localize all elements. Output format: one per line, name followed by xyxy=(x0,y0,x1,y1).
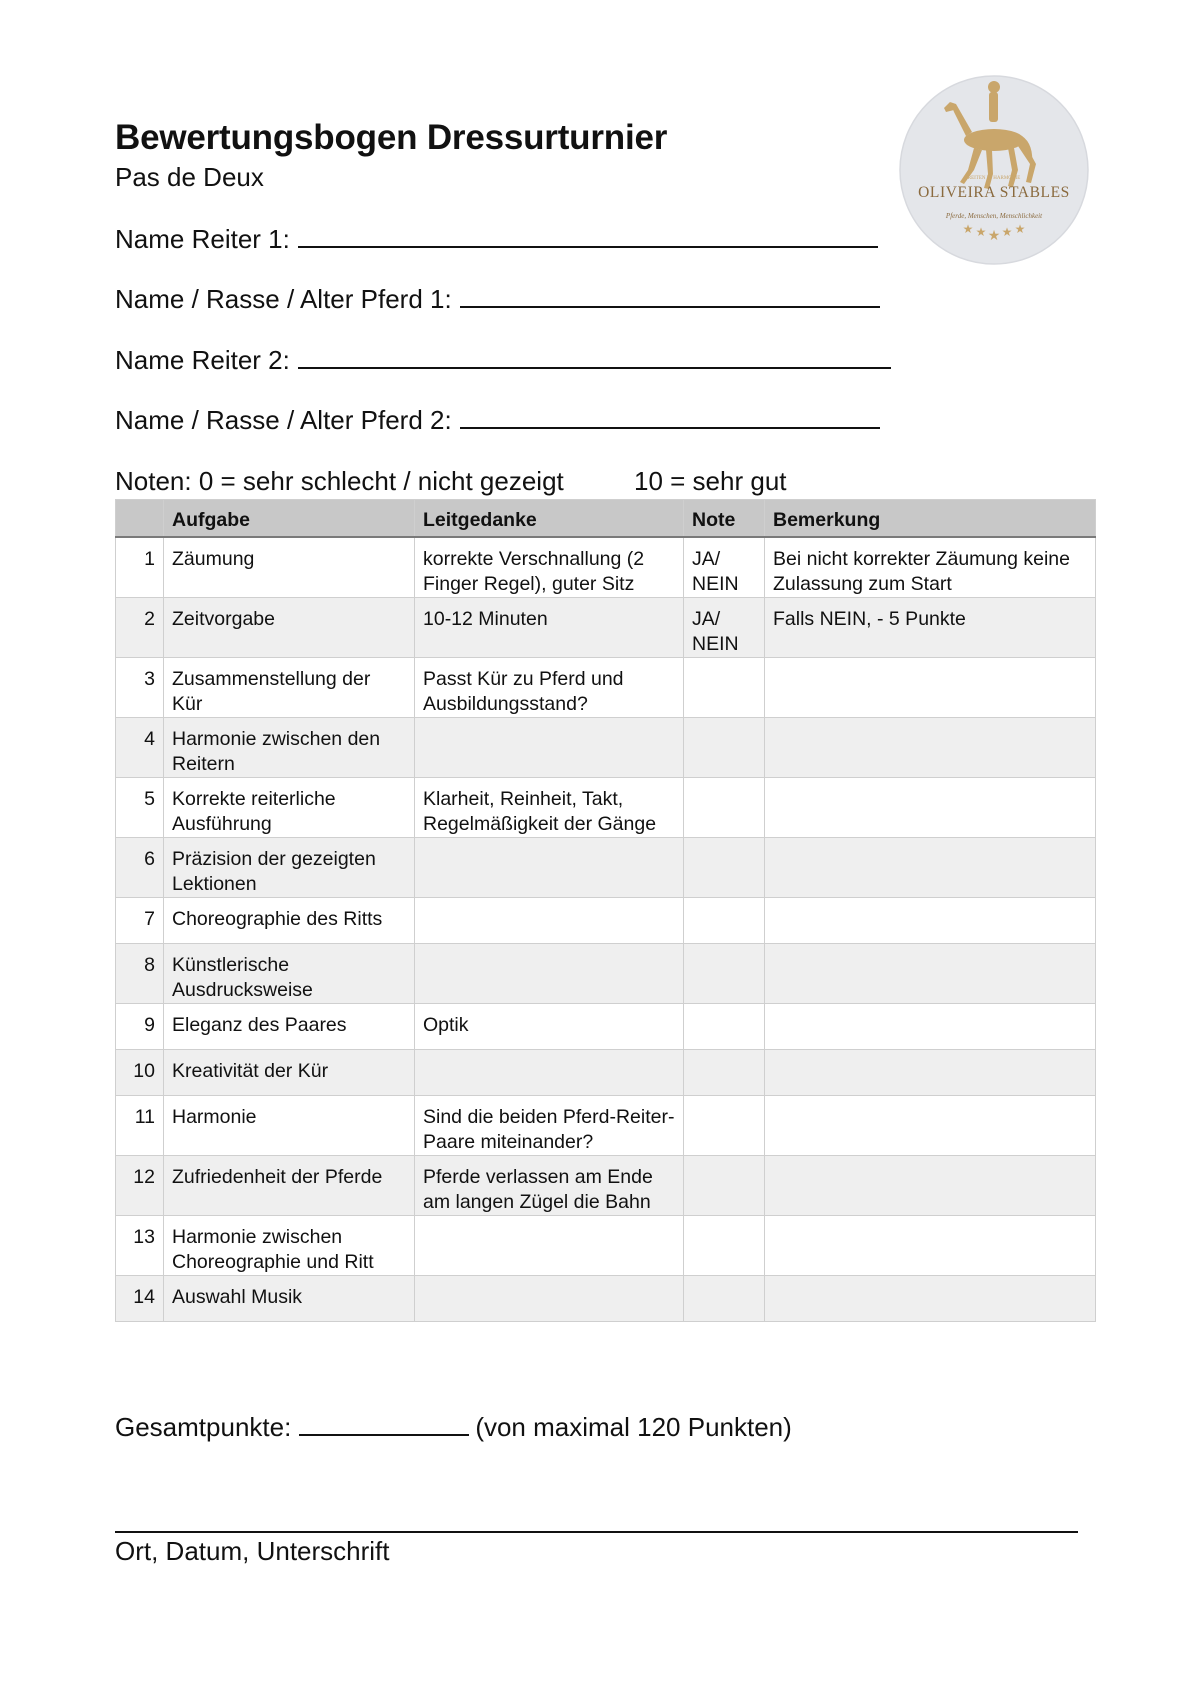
cell-note[interactable] xyxy=(684,837,765,897)
signature-label: Ort, Datum, Unterschrift xyxy=(115,1536,390,1566)
cell-leitgedanke: Sind die beiden Pferd-Reiter-Paare miteinander? xyxy=(415,1095,684,1155)
cell-num: 11 xyxy=(116,1095,164,1155)
cell-note[interactable] xyxy=(684,1215,765,1275)
logo-top-text: REITEN IN HARMONIE xyxy=(967,176,1021,181)
cell-num: 7 xyxy=(116,897,164,943)
cell-num: 6 xyxy=(116,837,164,897)
cell-aufgabe: Kreativität der Kür xyxy=(164,1049,415,1095)
table-row xyxy=(116,897,1096,943)
cell-num: 9 xyxy=(116,1003,164,1049)
cell-aufgabe: Zeitvorgabe xyxy=(164,597,415,657)
cell-leitgedanke xyxy=(415,1275,684,1321)
cell-aufgabe: Harmonie xyxy=(164,1095,415,1155)
table-row xyxy=(116,1095,1096,1155)
cell-leitgedanke xyxy=(415,943,684,1003)
column-header-leitgedanke: Leitgedanke xyxy=(415,500,684,537)
grade-scale-high: 10 = sehr gut xyxy=(634,466,787,496)
table-row xyxy=(116,777,1096,837)
cell-note[interactable] xyxy=(684,1155,765,1215)
svg-text:★: ★ xyxy=(1001,225,1013,239)
cell-aufgabe: Harmonie zwischen Choreographie und Ritt xyxy=(164,1215,415,1275)
total-suffix: (von maximal 120 Punkten) xyxy=(475,1412,792,1442)
cell-note[interactable] xyxy=(684,657,765,717)
blank-line[interactable] xyxy=(460,405,880,429)
cell-leitgedanke xyxy=(415,1049,684,1095)
table-row xyxy=(116,837,1096,897)
cell-num: 5 xyxy=(116,777,164,837)
table-row xyxy=(116,1215,1096,1275)
cell-note[interactable] xyxy=(684,943,765,1003)
cell-bemerkung[interactable] xyxy=(765,1215,1096,1275)
cell-bemerkung[interactable] xyxy=(765,657,1096,717)
table-header-row xyxy=(116,500,1096,537)
cell-num: 12 xyxy=(116,1155,164,1215)
cell-note[interactable] xyxy=(684,897,765,943)
signature-line[interactable] xyxy=(115,1531,1078,1533)
cell-leitgedanke xyxy=(415,837,684,897)
table-row xyxy=(116,1049,1096,1095)
cell-leitgedanke: Optik xyxy=(415,1003,684,1049)
table-row xyxy=(116,597,1096,657)
cell-leitgedanke: 10-12 Minuten xyxy=(415,597,684,657)
cell-bemerkung[interactable] xyxy=(765,1095,1096,1155)
horse1-info-field[interactable] xyxy=(115,284,880,315)
cell-note[interactable] xyxy=(684,1275,765,1321)
cell-aufgabe: Harmonie zwischen den Reitern xyxy=(164,717,415,777)
cell-leitgedanke: Passt Kür zu Pferd und Ausbildungsstand? xyxy=(415,657,684,717)
cell-leitgedanke xyxy=(415,897,684,943)
cell-aufgabe: Zufriedenheit der Pferde xyxy=(164,1155,415,1215)
column-header-note: Note xyxy=(684,500,765,537)
cell-leitgedanke xyxy=(415,717,684,777)
total-blank-line[interactable] xyxy=(299,1414,469,1436)
table-row xyxy=(116,537,1096,598)
svg-text:★: ★ xyxy=(1014,222,1026,236)
cell-aufgabe: Choreographie des Ritts xyxy=(164,897,415,943)
cell-num: 14 xyxy=(116,1275,164,1321)
cell-aufgabe: Künstlerische Ausdrucksweise xyxy=(164,943,415,1003)
table-row xyxy=(116,1275,1096,1321)
total-points xyxy=(115,1412,792,1443)
cell-bemerkung[interactable] xyxy=(765,777,1096,837)
field-label: Name Reiter 2: xyxy=(115,345,290,375)
table-row xyxy=(116,1003,1096,1049)
cell-num: 10 xyxy=(116,1049,164,1095)
blank-line[interactable] xyxy=(298,345,891,369)
svg-text:★: ★ xyxy=(962,222,974,236)
cell-aufgabe: Zusammenstellung der Kür xyxy=(164,657,415,717)
cell-note[interactable]: JA/ NEIN xyxy=(684,597,765,657)
grading-scale xyxy=(115,466,787,497)
cell-leitgedanke xyxy=(415,1215,684,1275)
cell-leitgedanke: Klarheit, Reinheit, Takt, Regelmäßigkeit der Gänge xyxy=(415,777,684,837)
total-label: Gesamtpunkte: xyxy=(115,1412,292,1442)
cell-num: 4 xyxy=(116,717,164,777)
blank-line[interactable] xyxy=(298,224,878,248)
cell-num: 1 xyxy=(116,537,164,598)
column-header-number xyxy=(116,500,164,537)
grade-scale-low: Noten: 0 = sehr schlecht / nicht gezeigt xyxy=(115,466,564,496)
table-row xyxy=(116,657,1096,717)
cell-bemerkung[interactable]: Bei nicht korrekter Zäumung keine Zulassung zum Start xyxy=(765,537,1096,598)
document-subtitle: Pas de Deux xyxy=(115,162,264,192)
field-label: Name Reiter 1: xyxy=(115,224,290,254)
column-header-bemerkung: Bemerkung xyxy=(765,500,1096,537)
cell-aufgabe: Auswahl Musik xyxy=(164,1275,415,1321)
cell-aufgabe: Präzision der gezeigten Lektionen xyxy=(164,837,415,897)
cell-bemerkung[interactable] xyxy=(765,1275,1096,1321)
rider1-name-field[interactable] xyxy=(115,224,878,255)
table-row xyxy=(116,943,1096,1003)
logo-brand-name: OLIVEIRA STABLES xyxy=(918,184,1070,201)
cell-note[interactable] xyxy=(684,1095,765,1155)
field-label: Name / Rasse / Alter Pferd 2: xyxy=(115,405,452,435)
cell-leitgedanke: Pferde verlassen am Ende am langen Zügel die Bahn xyxy=(415,1155,684,1215)
column-header-aufgabe: Aufgabe xyxy=(164,500,415,537)
cell-bemerkung[interactable] xyxy=(765,1155,1096,1215)
cell-bemerkung[interactable]: Falls NEIN, - 5 Punkte xyxy=(765,597,1096,657)
score-table xyxy=(115,499,1096,1322)
cell-bemerkung[interactable] xyxy=(765,837,1096,897)
cell-num: 3 xyxy=(116,657,164,717)
cell-bemerkung[interactable] xyxy=(765,897,1096,943)
cell-note[interactable]: JA/ NEIN xyxy=(684,537,765,598)
cell-bemerkung[interactable] xyxy=(765,943,1096,1003)
cell-note[interactable] xyxy=(684,1049,765,1095)
cell-aufgabe: Eleganz des Paares xyxy=(164,1003,415,1049)
svg-text:★: ★ xyxy=(987,228,1001,244)
cell-bemerkung[interactable] xyxy=(765,1003,1096,1049)
table-row xyxy=(116,1155,1096,1215)
field-label: Name / Rasse / Alter Pferd 1: xyxy=(115,284,452,314)
cell-aufgabe: Korrekte reiterliche Ausführung xyxy=(164,777,415,837)
rider2-name-field[interactable] xyxy=(115,345,891,376)
svg-text:★: ★ xyxy=(975,225,987,239)
document-title: Bewertungsbogen Dressurturnier xyxy=(115,118,668,157)
logo-tagline: Pferde, Menschen, Menschlichkeit xyxy=(945,212,1043,220)
oliveira-stables-logo xyxy=(894,70,1094,270)
cell-bemerkung[interactable] xyxy=(765,717,1096,777)
blank-line[interactable] xyxy=(460,284,880,308)
cell-bemerkung[interactable] xyxy=(765,1049,1096,1095)
cell-num: 13 xyxy=(116,1215,164,1275)
cell-note[interactable] xyxy=(684,717,765,777)
cell-aufgabe: Zäumung xyxy=(164,537,415,598)
horse2-info-field[interactable] xyxy=(115,405,880,436)
cell-num: 8 xyxy=(116,943,164,1003)
table-row xyxy=(116,717,1096,777)
cell-num: 2 xyxy=(116,597,164,657)
cell-leitgedanke: korrekte Verschnallung (2 Finger Regel), guter Sitz xyxy=(415,537,684,598)
cell-note[interactable] xyxy=(684,777,765,837)
cell-note[interactable] xyxy=(684,1003,765,1049)
